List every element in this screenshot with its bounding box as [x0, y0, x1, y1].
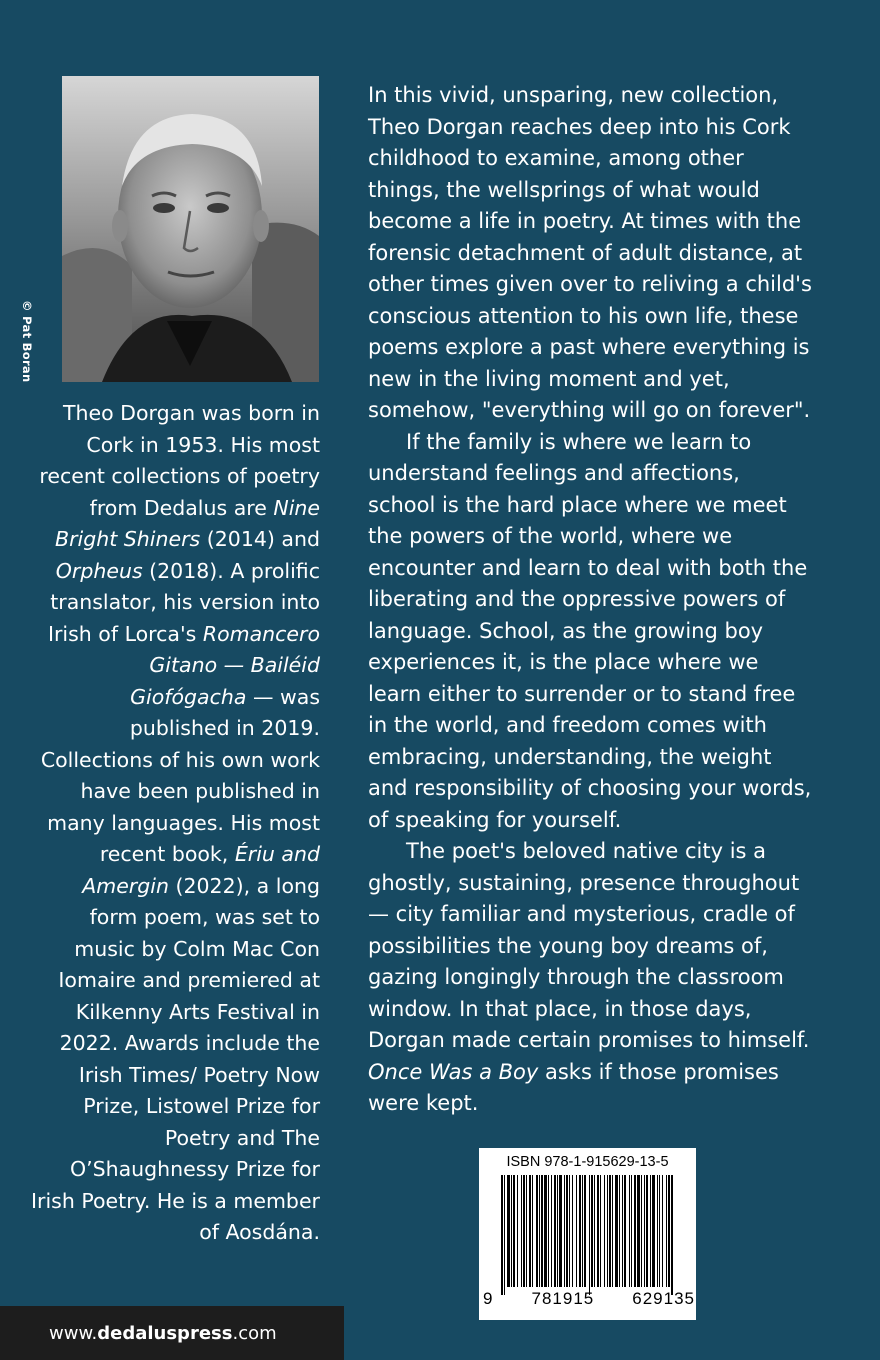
website-prefix: www.	[49, 1322, 98, 1344]
website-suffix: .com	[232, 1322, 277, 1344]
author-portrait-image	[62, 76, 319, 382]
blurb-paragraph-3	[368, 836, 813, 1120]
book-title-orpheus: Orpheus	[55, 558, 143, 583]
blurb-paragraph-1: In this vivid, unsparing, new collection, Theo Dorgan reaches deep into his Cork childhood to examine, among other things, the wellsprings of what would become a life in poetry. At times with the forensic detachment of adult distance, at other times given over to reliving a child's conscious attention to his own life, these poems explore a past where everything is new in the living moment and yet, somehow, "everything will go on forever".	[368, 83, 812, 422]
blurb-text: asks if those promises were kept.	[368, 1059, 779, 1115]
isbn-barcode	[479, 1148, 696, 1320]
bio-paragraph	[30, 398, 320, 1249]
bio-text: (2018). A prolific translator, his version into Irish of Lorca's	[47, 558, 320, 646]
book-title-once-was-a-boy: Once Was a Boy	[368, 1059, 539, 1084]
book-title-eriu-and-amergin: Ériu and Amergin	[82, 842, 320, 898]
barcode-digit-lead: 9	[483, 1289, 494, 1308]
bio-text: (2022), a long form poem, was set to music by Colm Mac Con Iomaire and premiered at Kilkenny Arts Festival in 2022. Awards include the Irish Times/ Poetry Now Prize, Listowel Prize for Poetry and The O’Shaughnessy Prize for Irish Poetry. He is a member of Aosdána.	[31, 873, 320, 1244]
publisher-website[interactable]	[0, 1306, 344, 1360]
website-name: dedaluspress	[97, 1322, 233, 1344]
book-title-romancero-gitano: Romancero Gitano — Bailéid Giofógacha	[130, 621, 320, 709]
bio-text: — was published in 2019. Collections of his own work have been published in many languages. His most recent book,	[40, 684, 320, 866]
isbn-label: ISBN 978-1-915629-13-5	[506, 1154, 669, 1170]
barcode-bars	[501, 1175, 675, 1295]
book-title-nine-bright-shiners: Nine Bright Shiners	[55, 495, 320, 551]
book-blurb	[368, 80, 813, 1120]
bio-text: (2014) and	[200, 527, 320, 551]
photo-credit: © Pat Boran	[20, 300, 34, 383]
blurb-paragraph-2: If the family is where we learn to understand feelings and affections, school is the hard place where we meet the powers of the world, where we encounter and learn to deal with both the liberating and the oppressive powers of language. School, as the growing boy experiences it, is the place where we learn either to surrender or to stand free in the world, and freedom comes with embracing, understanding, the weight and responsibility of choosing your words, of speaking for yourself.	[368, 429, 812, 832]
isbn-digits	[483, 1289, 695, 1309]
bio-text: Theo Dorgan was born in Cork in 1953. His most recent collections of poetry from Dedalus are	[39, 401, 320, 520]
author-photo	[62, 76, 319, 382]
barcode-digits-right: 629135	[632, 1289, 695, 1308]
barcode-digits-left: 781915	[531, 1289, 595, 1308]
blurb-text: The poet's beloved native city is a ghostly, sustaining, presence throughout — city familiar and mysterious, cradle of possibilities the young boy dreams of, gazing longingly through the classroom window. In that place, in those days, Dorgan made certain promises to himself.	[368, 839, 810, 1052]
author-bio	[30, 398, 320, 1249]
